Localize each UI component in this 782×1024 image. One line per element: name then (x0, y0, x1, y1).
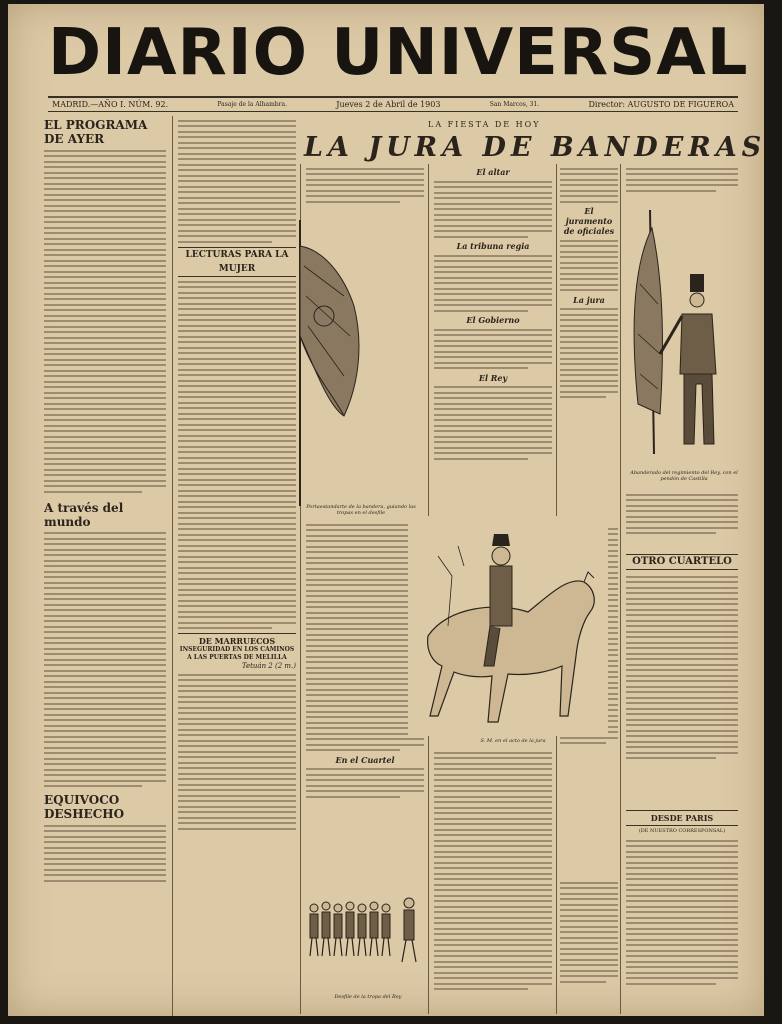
column-4-top (434, 164, 552, 524)
section-title-marruecos: DE MARRUECOS (198, 636, 276, 646)
column-3-bottom (306, 520, 424, 890)
subhead-tribuna: La tribuna regia (456, 241, 530, 251)
office-address: Pasaje de la Alhambra. (217, 101, 287, 108)
column-rule (620, 164, 621, 1014)
column-6-paris (626, 836, 738, 1012)
section-title-lecturas: LECTURAS PARA LA MUJER (178, 247, 296, 277)
article-text (560, 240, 618, 292)
article-text (626, 494, 738, 535)
director: Director: AUGUSTO DE FIGUEROA (588, 100, 734, 109)
subhead-jura: La jura (573, 294, 605, 305)
king-on-horse-illustration (408, 516, 608, 736)
subhead-gobierno: El Gobierno (466, 315, 520, 325)
section-title-paris: DESDE PARIS (626, 810, 738, 826)
issue-info: MADRID.—AÑO I. NÚM. 92. (52, 100, 169, 109)
article-text (626, 168, 738, 192)
article-text (434, 386, 552, 460)
horse-caption: S. M. en el acto de la jura (480, 738, 546, 744)
masthead-title: DIARIO UNIVERSAL (48, 16, 749, 90)
article-text (626, 840, 738, 985)
march-caption: Desfile de la tropa del Rey (334, 994, 402, 1000)
column-6-mid (626, 490, 738, 552)
marching-troops-illustration (304, 884, 430, 984)
subhead-tetuan: Tetuán 2 (2 m.) (241, 662, 296, 670)
article-text (434, 181, 552, 238)
column-6-otro (626, 572, 738, 802)
soldier-flag-illustration (624, 204, 754, 474)
column-4-bottom (434, 748, 552, 1014)
lead-kicker: LA FIESTA DE HOY (428, 120, 541, 129)
article-text (44, 532, 166, 787)
section-title-traves: A través del mundo (44, 500, 124, 529)
paris-subhead: (DE NUESTRO CORRESPONSAL) (638, 828, 726, 834)
subhead-rey: El Rey (478, 372, 508, 383)
lead-headline: LA JURA DE BANDERAS (304, 132, 767, 163)
subhead-juramento: El juramento de oficiales (563, 206, 615, 236)
article-text (44, 150, 166, 493)
column-rule (172, 116, 173, 1016)
article-text (434, 255, 552, 312)
newspaper-page (8, 4, 767, 1016)
article-text (178, 674, 296, 830)
section-title-programa: EL PROGRAMA DE AYER (44, 118, 148, 146)
article-text (306, 524, 424, 752)
column-5-lowest (560, 878, 618, 1012)
article-text (560, 168, 618, 203)
flag-bearer-illustration (284, 216, 424, 512)
article-text (306, 768, 424, 798)
column-3-top (306, 164, 424, 224)
column-5-top (560, 164, 618, 524)
subhead-altar: El altar (476, 167, 510, 177)
column-1 (44, 116, 166, 1016)
article-text (44, 825, 166, 882)
subhead-en-el-cuartel: En el Cuartel (335, 754, 395, 765)
marruecos-subtitle: INSEGURIDAD EN LOS CAMINOS A LAS PUERTAS DE MELILLA (179, 646, 295, 661)
flag-caption: Portaestandarte de la bandera, guiando las tropas en el desfile (306, 504, 416, 516)
article-text (434, 329, 552, 370)
article-text (626, 576, 738, 760)
column-6-top (626, 164, 738, 204)
article-text (178, 120, 296, 243)
issue-date: Jueves 2 de Abril de 1903 (336, 100, 441, 109)
article-text (560, 882, 618, 983)
section-title-otro: OTRO CUARTELO (626, 554, 738, 570)
street-address: San Marcos, 31. (489, 101, 540, 108)
column-2 (178, 116, 296, 1016)
section-title-equivoco: EQUIVOCO DESHECHO (44, 793, 125, 821)
article-text (306, 168, 424, 203)
marruecos-block (178, 633, 296, 670)
soldier-caption: Abanderado del regimiento del Rey, con el pendón de Castilla (630, 470, 738, 482)
dateline (48, 96, 738, 112)
article-text (434, 752, 552, 991)
article-text (178, 281, 296, 630)
article-text (560, 308, 618, 398)
